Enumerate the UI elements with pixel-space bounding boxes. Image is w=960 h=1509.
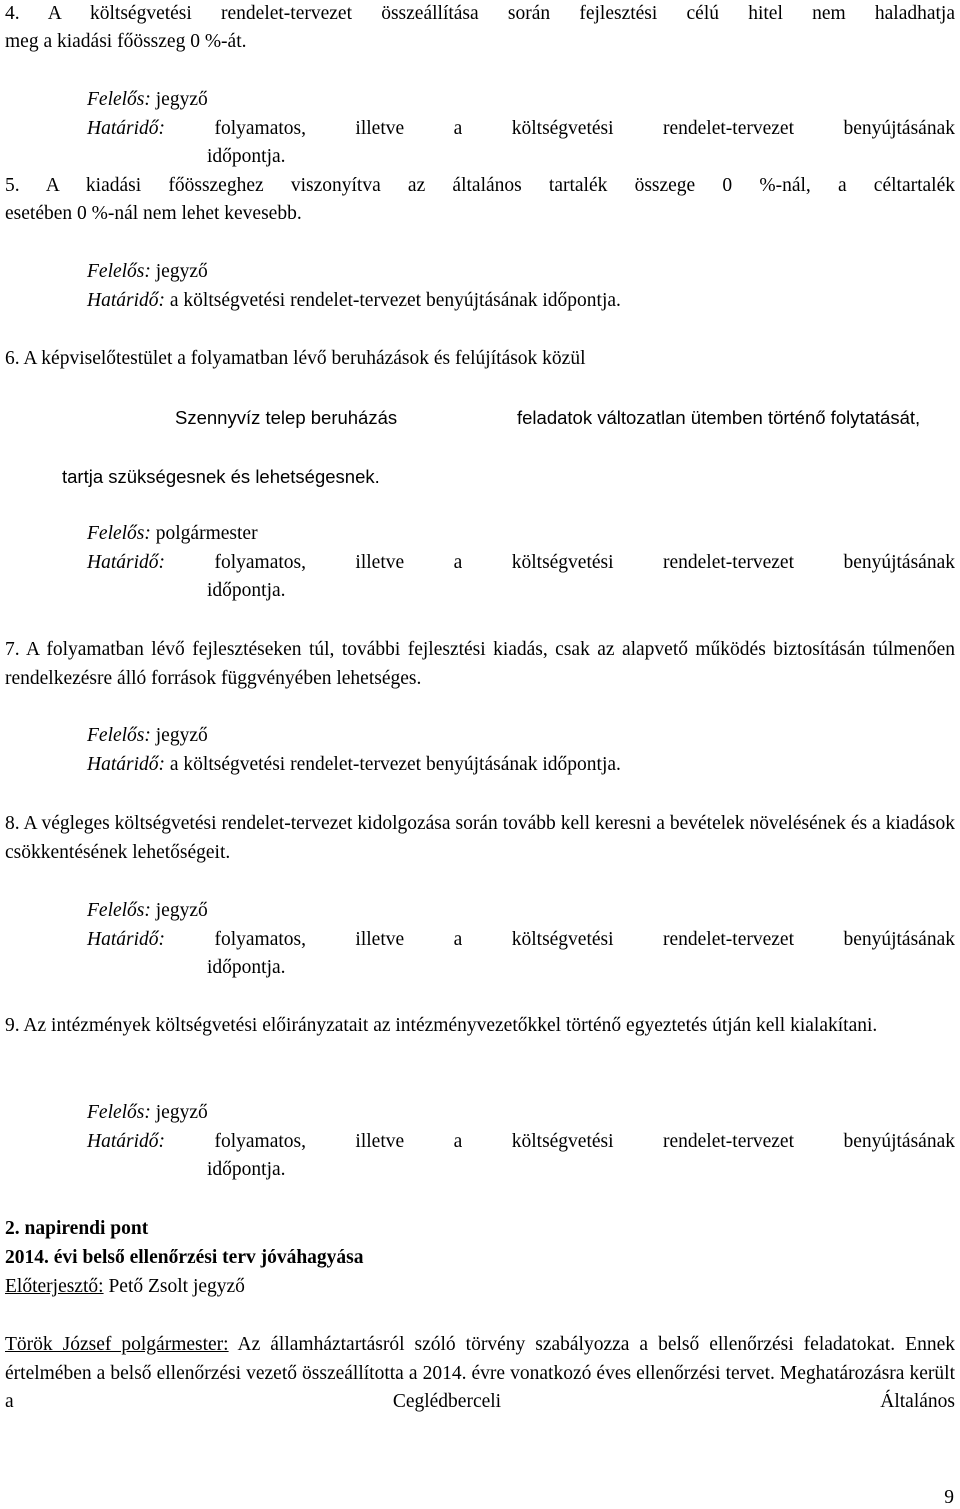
item-8-responsibility: Felelős: jegyző Határidő: folyamatos, illetve a költségvetési rendelet-tervezet benyújtásának időpontja. bbox=[87, 900, 955, 978]
project-table-left: Szennyvíz telep beruházás bbox=[175, 407, 398, 428]
item-8-text: 8. A végleges költségvetési rendelet-tervezet kidolgozása során tovább kell keresni a bevételek növelésének és a kiadások csökkentésének lehetőségeit. bbox=[5, 813, 955, 863]
item-9-text: 9. Az intézmények költségvetési előirányzatait az intézményvezetőkkel történő egyeztetés útján kell kialakítani. bbox=[5, 1015, 878, 1036]
item-5-line-2: esetében 0 %-nál nem lehet kevesebb. bbox=[5, 203, 302, 224]
agenda-heading: 2. napirendi pont bbox=[5, 1218, 149, 1239]
hatarido-label: Határidő: bbox=[87, 551, 165, 573]
speaker-label: Török József polgármester: bbox=[5, 1334, 229, 1355]
hatarido-label: Határidő: bbox=[87, 1130, 165, 1152]
item-5-responsibility: Felelős: jegyző Határidő: a költségvetési rendelet-tervezet benyújtásának időpontja. bbox=[87, 261, 621, 311]
page-number: 9 bbox=[944, 1487, 954, 1508]
project-table-right: feladatok változatlan ütemben történő folytatását, bbox=[517, 407, 921, 428]
item-6-responsibility: Felelős: polgármester Határidő: folyamatos, illetve a költségvetési rendelet-tervezet benyújtásának időpontja. bbox=[87, 523, 955, 601]
item-9-responsibility: Felelős: jegyző Határidő: folyamatos, illetve a költségvetési rendelet-tervezet benyújtásának időpontja. bbox=[87, 1102, 955, 1180]
item-7-responsibility: Felelős: jegyző Határidő: a költségvetési rendelet-tervezet benyújtásának időpontja. bbox=[87, 725, 621, 775]
felelos-label: Felelős: bbox=[87, 900, 151, 921]
hatarido-label: Határidő: bbox=[87, 117, 165, 139]
agenda-presenter: Előterjesztő: Pető Zsolt jegyző bbox=[5, 1276, 245, 1297]
felelos-label: Felelős: bbox=[87, 725, 151, 746]
felelos-label: Felelős: bbox=[87, 261, 151, 282]
felelos-label: Felelős: bbox=[87, 89, 151, 110]
agenda-title: 2014. évi belső ellenőrzési terv jóváhagyása bbox=[5, 1247, 364, 1268]
item-6-conclusion: tartja szükségesnek és lehetségesnek. bbox=[62, 466, 380, 487]
presenter-label: Előterjesztő: bbox=[5, 1276, 104, 1297]
felelos-label: Felelős: bbox=[87, 523, 151, 544]
item-4-responsibility: Felelős: jegyző Határidő: folyamatos, illetve a költségvetési rendelet-tervezet benyújtásának időpontja. bbox=[87, 89, 955, 167]
hatarido-label: Határidő: bbox=[87, 753, 165, 775]
item-4-line-1: 4. A költségvetési rendelet-tervezet összeállítása során fejlesztési célú hitel nem haladhatja bbox=[5, 3, 955, 24]
item-5-line-1: 5. A kiadási főösszeghez viszonyítva az általános tartalék összege 0 %-nál, a céltartalék bbox=[5, 175, 955, 196]
felelos-label: Felelős: bbox=[87, 1102, 151, 1123]
item-4-line-2: meg a kiadási főösszeg 0 %-át. bbox=[5, 31, 247, 52]
agenda-speaker-paragraph: Török József polgármester: Az államháztartásról szóló törvény szabályozza a belső ellenőrzési feladatokat. Ennek értelmében a belső ellenőrzési vezető összeállította a 2014. évre vonatkozó éves ellenőrzési tervet. Meghatározásra került a Ceglédberceli Általános bbox=[5, 1334, 955, 1412]
hatarido-label: Határidő: bbox=[87, 289, 165, 311]
item-6-line-1: 6. A képviselőtestület a folyamatban lévő beruházások és felújítások közül bbox=[5, 348, 586, 369]
item-7-text: 7. A folyamatban lévő fejlesztéseken túl, további fejlesztési kiadás, csak az alapvető működés biztosításán túlmenően rendelkezésre álló források függvényében lehetséges. bbox=[5, 639, 955, 689]
hatarido-label: Határidő: bbox=[87, 928, 165, 950]
